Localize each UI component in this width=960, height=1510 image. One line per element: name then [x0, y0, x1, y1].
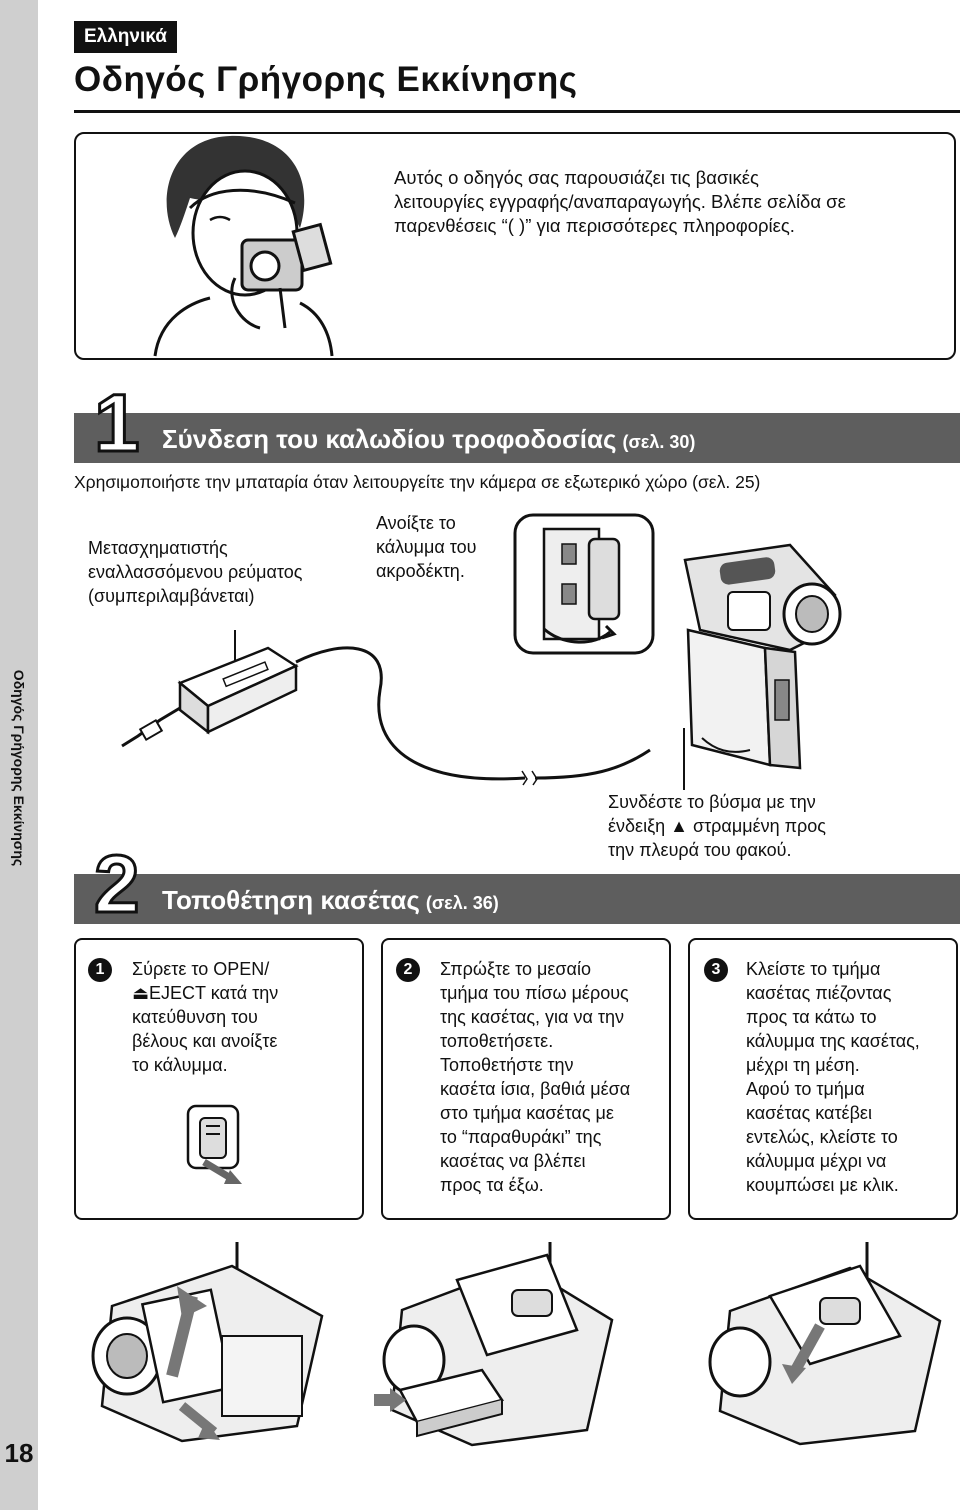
step-1-badge: 1 [88, 958, 112, 982]
step-2-line: στο τμήμα κασέτας με [440, 1103, 614, 1123]
step-2-line: κασέτας να βλέπει [440, 1151, 586, 1171]
step-2-line: τμήμα του πίσω μέρους [440, 983, 629, 1003]
open-cover-label-line: ακροδέκτη. [376, 561, 465, 581]
step-3-line: κασέτας πιέζοντας [746, 983, 892, 1003]
step-2-line: το “παραθυράκι” της [440, 1127, 602, 1147]
section-2-title: Τοποθέτηση κασέτας [162, 885, 420, 915]
ac-adapter-label-line: Μετασχηματιστής [88, 538, 228, 558]
step-2-line: κασέτα ίσια, βαθιά μέσα [440, 1079, 631, 1099]
step-1-camcorder-illustration [82, 1256, 332, 1446]
ac-adapter-label-line: (συμπεριλαμβάνεται) [88, 586, 255, 606]
plug-orientation-label-line: την πλευρά του φακού. [608, 840, 792, 860]
step-2-line: προς τα έξω. [440, 1175, 544, 1195]
step-3-line: μέχρι τη μέση. [746, 1055, 860, 1075]
step-2-badge: 2 [396, 958, 420, 982]
plug-orientation-label-line: ένδειξη ▲ στραμμένη προς [608, 816, 826, 836]
step-1-line: ⏏EJECT κατά την [132, 983, 279, 1003]
page-title: Οδηγός Γρήγορης Εκκίνησης [74, 60, 578, 99]
section-1-page-ref: (σελ. 30) [622, 432, 696, 452]
open-cover-label-line: Ανοίξτε το [376, 513, 456, 533]
battery-note: Χρησιμοποιήστε την μπαταρία όταν λειτουργείτε την κάμερα σε εξωτερικό χώρο (σελ. 25) [74, 472, 761, 492]
step-2-camcorder-illustration [372, 1250, 622, 1450]
intro-line: παρενθέσεις “( )” για περισσότερες πληροφορίες. [394, 215, 795, 236]
section-1-title: Σύνδεση του καλωδίου τροφοδοσίας [162, 424, 617, 454]
ac-adapter-label-line: εναλλασσόμενου ρεύματος [88, 562, 303, 582]
language-badge: Ελληνικά [74, 21, 177, 53]
step-3-line: κουμπώσει με κλικ. [746, 1175, 899, 1195]
step-2-line: Σπρώξτε το μεσαίο [440, 959, 591, 979]
step-3-line: προς τα κάτω το [746, 1007, 877, 1027]
step-3-line: κασέτας κατέβει [746, 1103, 872, 1123]
step-2-line: τοποθετήσετε. [440, 1031, 554, 1051]
section-2-number: 2 [94, 839, 140, 930]
step-3-line: Αφού το τμήμα [746, 1079, 865, 1099]
section-1-number: 1 [94, 378, 140, 469]
step-3-badge: 3 [704, 958, 728, 982]
open-cover-label-line: κάλυμμα του [376, 537, 477, 557]
step-3-camcorder-illustration [700, 1256, 950, 1446]
step-1-line: βέλους και ανοίξτε [132, 1031, 278, 1051]
section-2-page-ref: (σελ. 36) [425, 893, 499, 913]
step-3-line: εντελώς, κλείστε το [746, 1127, 898, 1147]
plug-orientation-label-line: Συνδέστε το βύσμα με την [608, 792, 816, 812]
step-3-line: κάλυμμα μέχρι να [746, 1151, 887, 1171]
step-1-line: κατεύθυνση του [132, 1007, 258, 1027]
step-3-line: κάλυμμα της κασέτας, [746, 1031, 920, 1051]
page-number: 18 [4, 1438, 34, 1468]
step-3-line: Κλείστε το τμήμα [746, 959, 881, 979]
side-tab-label: Οδηγός Γρήγορης Εκκίνησης [11, 669, 27, 867]
step-1-line: το κάλυμμα. [132, 1055, 228, 1075]
step-1-line: Σύρετε το OPEN/ [132, 959, 270, 979]
step-2-line: Τοποθετήστε την [440, 1055, 574, 1075]
step-2-line: της κασέτας, για να την [440, 1007, 624, 1027]
intro-line: Αυτός ο οδηγός σας παρουσιάζει τις βασικές [394, 167, 759, 188]
intro-line: λειτουργίες εγγραφής/αναπαραγωγής. Βλέπε σελίδα σε [394, 191, 846, 212]
